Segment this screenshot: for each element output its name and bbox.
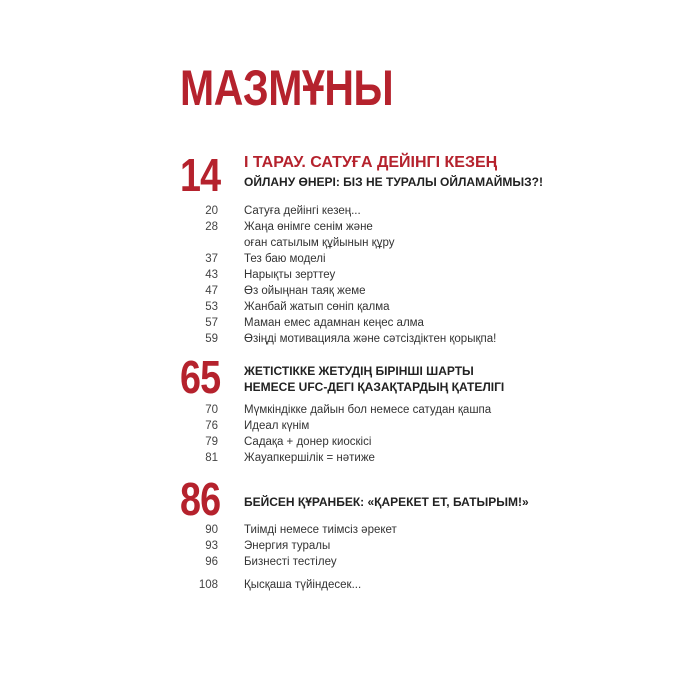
entry-title: Маман емес адамнан кеңес алма [244, 317, 424, 329]
toc-entry[interactable] [0, 203, 700, 219]
entry-page-number: 93 [205, 540, 218, 552]
toc-entry[interactable] [0, 267, 700, 283]
entry-page-number: 28 [205, 221, 218, 233]
entry-page-number: 76 [205, 420, 218, 432]
entry-title: Нарықты зерттеу [244, 269, 336, 281]
section-title[interactable] [244, 363, 544, 395]
entry-title: Өз ойыңнан таяқ жеме [244, 285, 366, 297]
toc-entry[interactable] [0, 418, 700, 434]
toc-entry[interactable] [0, 434, 700, 450]
toc-entry[interactable] [0, 219, 700, 235]
section-page-number[interactable]: 65 [180, 351, 221, 403]
entry-title: Жаңа өнімге сенім және [244, 221, 373, 233]
toc-entry[interactable] [0, 402, 700, 418]
entry-title: Жауапкершілік = нәтиже [244, 452, 375, 464]
toc-entry[interactable] [0, 554, 700, 570]
entry-title: Тиімді немесе тиімсіз әрекет [244, 524, 397, 536]
entry-page-number: 81 [205, 452, 218, 464]
entry-page-number: 20 [205, 205, 218, 217]
section-title-line: ЖЕТІСТІККЕ ЖЕТУДІҢ БІРІНШІ ШАРТЫ [244, 364, 474, 378]
entry-title: Мүмкіндікке дайын бол немесе сатудан қашпа [244, 404, 492, 416]
entry-page-number: 53 [205, 301, 218, 313]
entry-page-number: 70 [205, 404, 218, 416]
entry-title: Өзіңді мотивацияла және сәтсіздіктен қорықпа! [244, 333, 497, 345]
section-page-number[interactable]: 86 [180, 473, 221, 525]
page-title: МАЗМҰНЫ [180, 60, 394, 116]
toc-entry[interactable] [0, 538, 700, 554]
section-title[interactable] [244, 494, 544, 510]
section-page-number[interactable]: 14 [180, 149, 221, 201]
entry-title: Жанбай жатып сөніп қалма [244, 301, 390, 313]
toc-entry-list [0, 203, 700, 347]
chapter-heading: І ТАРАУ. САТУҒА ДЕЙІНГІ КЕЗЕҢ [244, 154, 498, 171]
toc-entry[interactable] [0, 522, 700, 538]
toc-entry[interactable] [0, 251, 700, 267]
entry-page-number: 57 [205, 317, 218, 329]
toc-entry[interactable] [0, 315, 700, 331]
toc-entry[interactable] [0, 450, 700, 466]
section-title[interactable] [244, 152, 544, 190]
toc-entry[interactable] [0, 299, 700, 315]
toc-entry[interactable] [0, 331, 700, 347]
toc-entry-list [0, 402, 700, 466]
entry-title: Садақа + донер киоскісі [244, 436, 372, 448]
entry-page-number: 37 [205, 253, 218, 265]
entry-title: Бизнесті тестілеу [244, 556, 337, 568]
entry-page-number: 47 [205, 285, 218, 297]
entry-title: Идеал күнім [244, 420, 310, 432]
entry-title: Энергия туралы [244, 540, 331, 552]
toc-entry[interactable] [0, 283, 700, 299]
toc-entry-list [0, 522, 700, 570]
entry-page-number: 59 [205, 333, 218, 345]
entry-page-number: 96 [205, 556, 218, 568]
toc-entry-continuation [0, 235, 700, 251]
section-title-line: НЕМЕСЕ UFC-ДЕГІ ҚАЗАҚТАРДЫҢ ҚАТЕЛІГІ [244, 380, 505, 394]
section-title-line: БЕЙСЕН ҚҰРАНБЕК: «ҚАРЕКЕТ ЕТ, БАТЫРЫМ!» [244, 495, 529, 509]
entry-title: Тез баю моделі [244, 253, 326, 265]
entry-page-number: 108 [198, 579, 218, 591]
entry-page-number: 90 [205, 524, 218, 536]
chapter-subtitle: ОЙЛАНУ ӨНЕРІ: БІЗ НЕ ТУРАЛЫ ОЙЛАМАЙМЫЗ?! [244, 175, 543, 189]
entry-title: Сатуға дейінгі кезең... [244, 205, 361, 217]
entry-title: Қысқаша түйіндесек... [244, 579, 362, 591]
entry-page-number: 43 [205, 269, 218, 281]
entry-page-number: 79 [205, 436, 218, 448]
toc-final-entry[interactable] [0, 577, 700, 593]
entry-title-continuation: оған сатылым құйынын құру [244, 237, 395, 249]
